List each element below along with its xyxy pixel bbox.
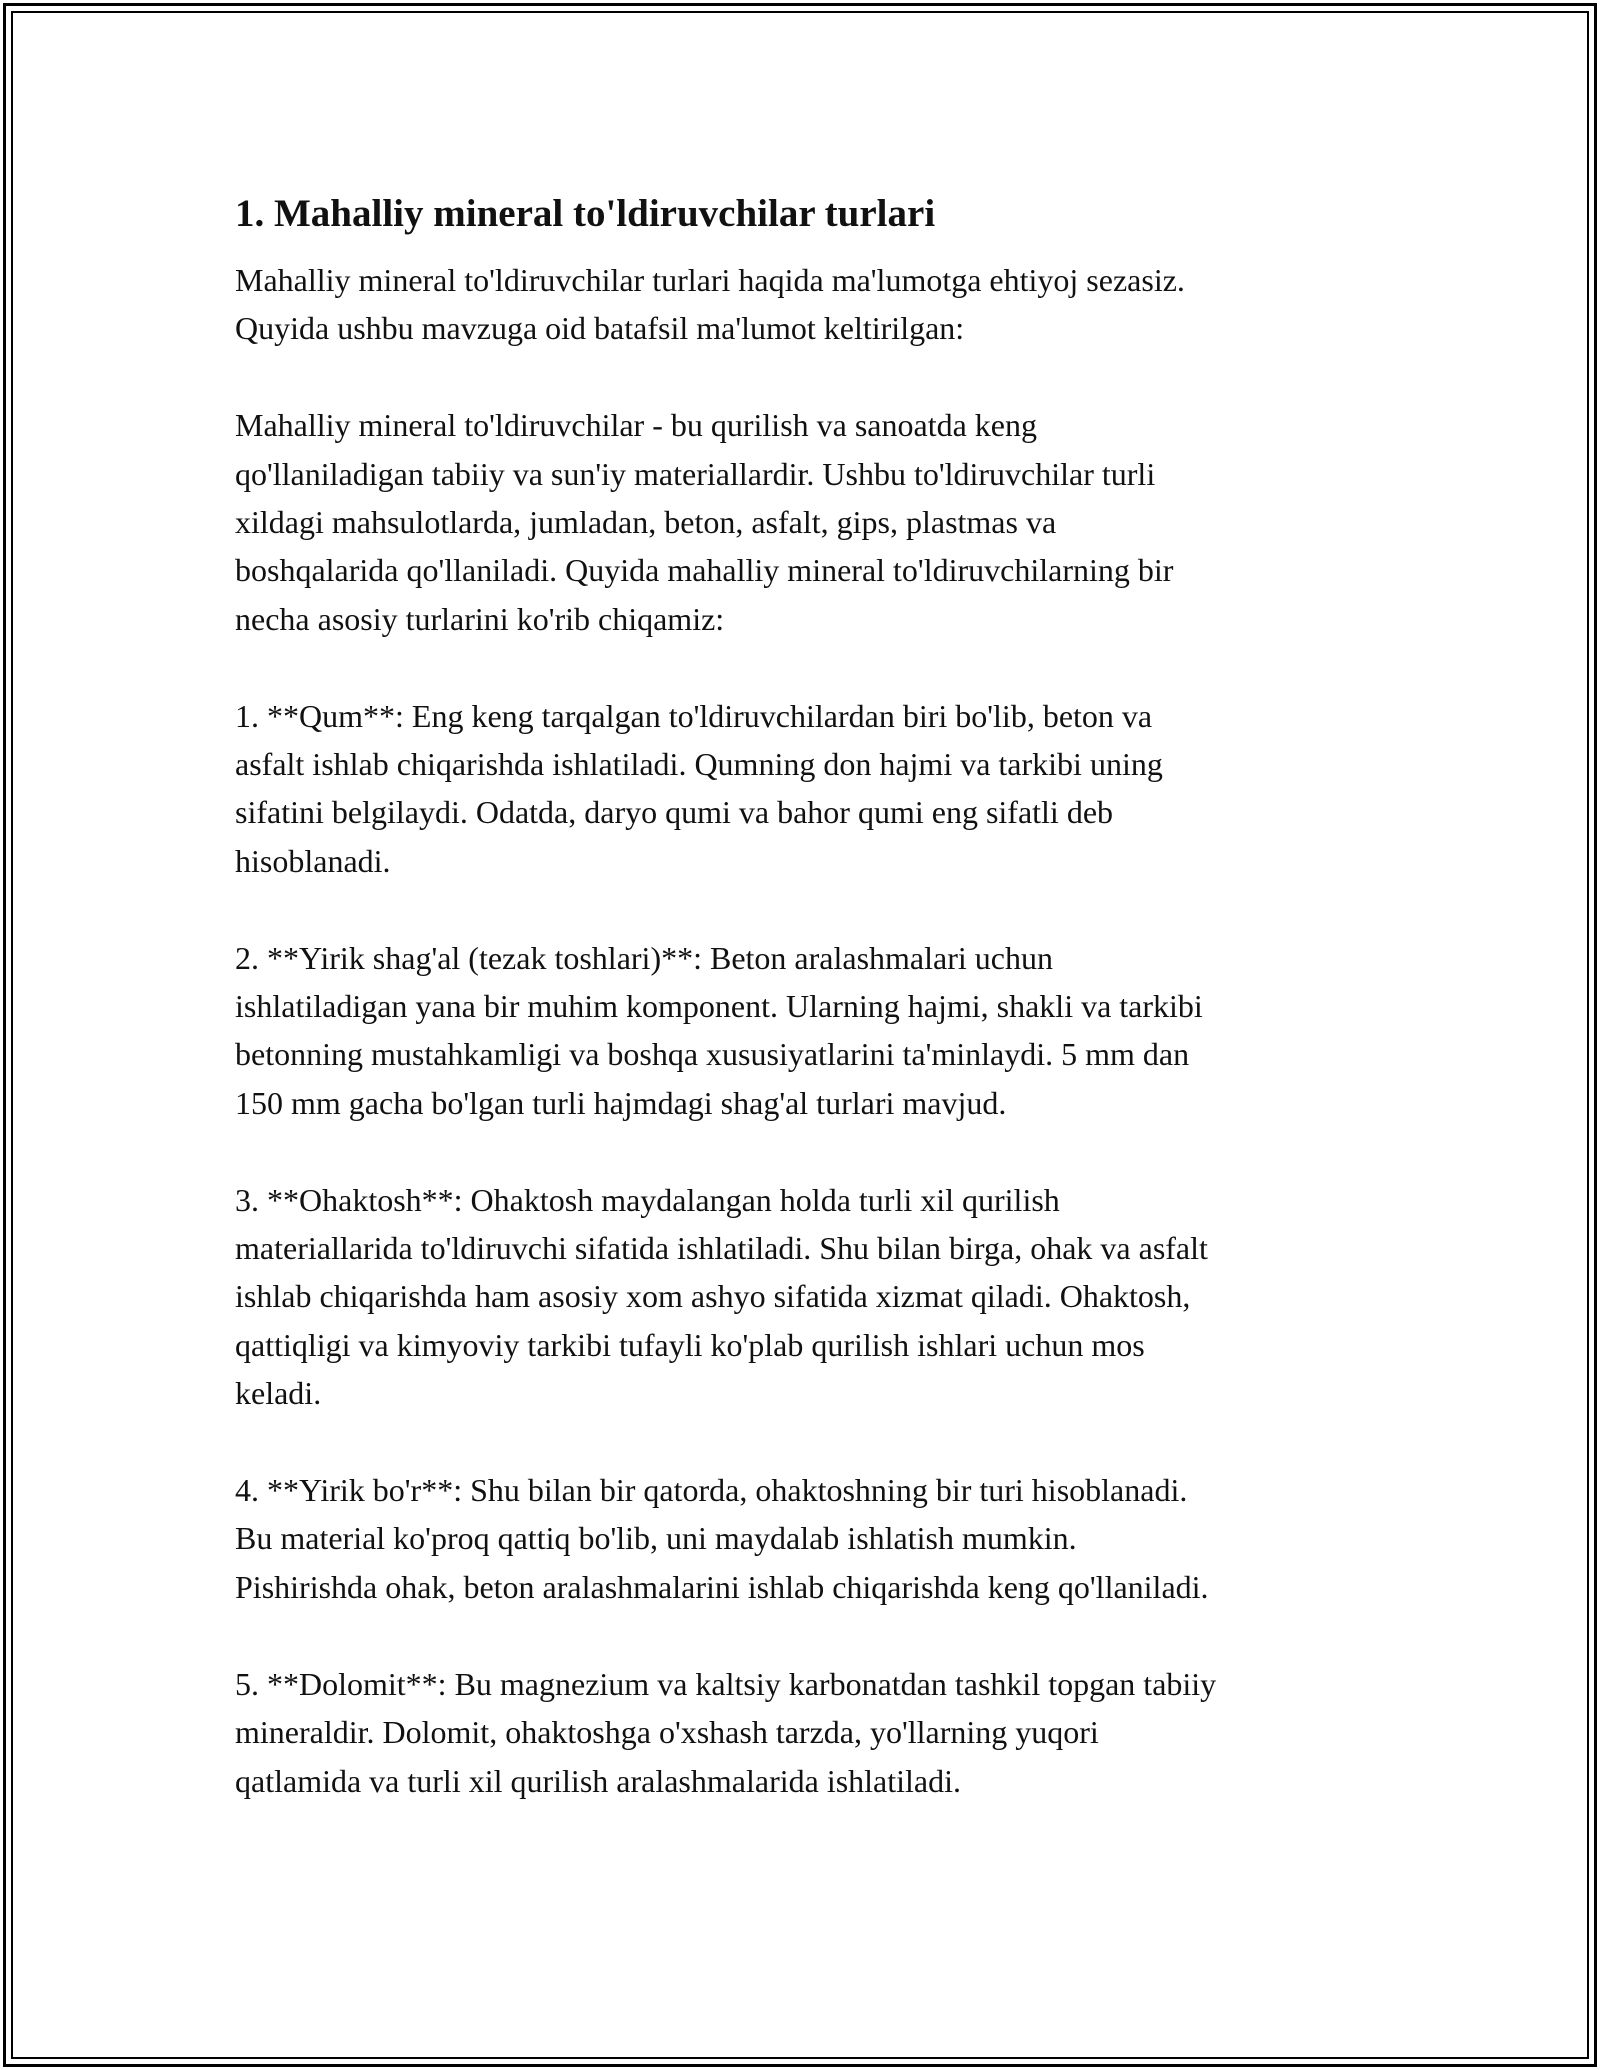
list-item-shagal: 2. **Yirik shag'al (tezak toshlari)**: Beton aralashmalari uchun ishlatiladigan yana bir muhim komponent. Ularning hajmi, shakli va tarkibi betonning mustahkamligi va boshqa xususiyatlarini ta'minlaydi. 5 mm dan 150 mm gacha bo'lgan turli hajmdagi shag'al turlari mavjud. xyxy=(235,939,1203,1121)
list-item-qum: 1. **Qum**: Eng keng tarqalgan to'ldiruvchilardan biri bo'lib, beton va asfalt ishlab chiqarishda ishlatiladi. Qumning don hajmi va tarkibi uning sifatini belgilaydi. Odatda, daryo qumi va bahor qumi eng sifatli deb hisoblanadi. xyxy=(235,697,1163,879)
intro-paragraph: Mahalliy mineral to'ldiruvchilar turlari haqida ma'lumotga ehtiyoj sezasiz. Quyida ushbu mavzuga oid batafsil ma'lumot keltirilgan: xyxy=(235,262,1185,347)
list-item-dolomit: 5. **Dolomit**: Bu magnezium va kaltsiy karbonatdan tashkil topgan tabiiy mineraldir. Dolomit, ohaktoshga o'xshash tarzda, yo'llarning yuqori qatlamida va turli xil qurilish aralashmalarida ishlatiladi. xyxy=(235,1665,1217,1799)
definition-paragraph: Mahalliy mineral to'ldiruvchilar - bu qurilish va sanoatda keng qo'llaniladigan tabiiy va sun'iy materiallardir. Ushbu to'ldiruvchilar turli xildagi mahsulotlarda, jumladan, beton, asfalt, gips, plastmas va boshqalarida qo'llaniladi. Quyida mahalliy mineral to'ldiruvchilarning bir necha asosiy turlarini ko'rib chiqamiz: xyxy=(235,407,1174,637)
document-title: 1. Mahalliy mineral to'ldiruvchilar turlari xyxy=(235,192,936,235)
document-body xyxy=(235,186,1385,1853)
list-item-ohaktosh: 3. **Ohaktosh**: Ohaktosh maydalangan holda turli xil qurilish materiallarida to'ldiruvchi sifatida ishlatiladi. Shu bilan birga, ohak va asfalt ishlab chiqarishda ham asosiy xom ashyo sifatida xizmat qiladi. Ohaktosh, qattiqligi va kimyoviy tarkibi tufayli ko'plab qurilish ishlari uchun mos keladi. xyxy=(235,1181,1208,1412)
list-item-bor: 4. **Yirik bo'r**: Shu bilan bir qatorda, ohaktoshning bir turi hisoblanadi. Bu material ko'proq qattiq bo'lib, uni maydalab ishlatish mumkin. Pishirishda ohak, beton aralashmalarini ishlab chiqarishda keng qo'llaniladi. xyxy=(235,1472,1209,1605)
